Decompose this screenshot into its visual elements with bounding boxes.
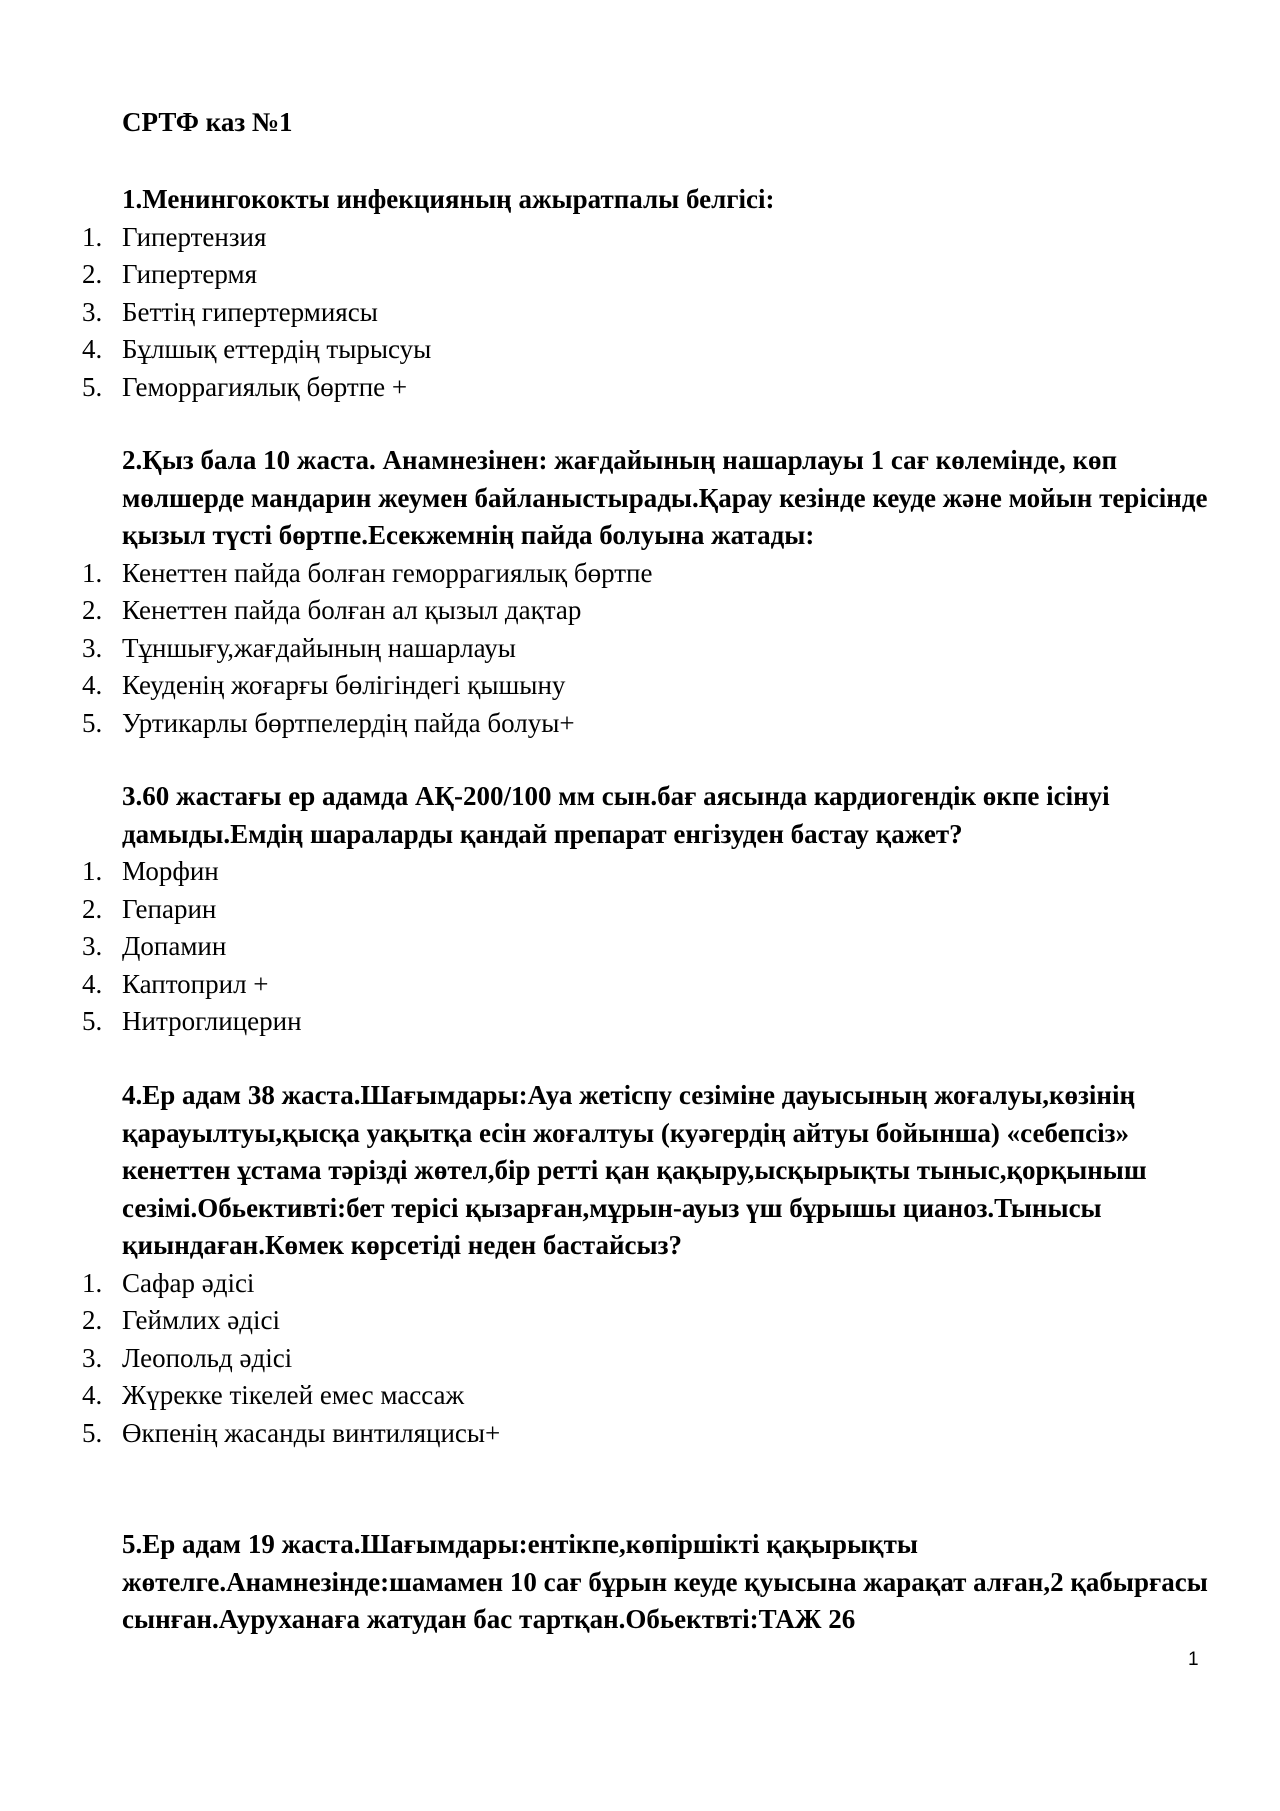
answer-option	[0, 219, 1280, 257]
answer-option	[0, 853, 1280, 891]
option-text: Беттің гипертермиясы	[122, 296, 378, 327]
question-4	[0, 1077, 1280, 1452]
option-number: 5.	[82, 1417, 103, 1448]
answer-list	[0, 555, 1280, 743]
option-text: Бұлшық еттердің тырысуы	[122, 334, 432, 365]
option-number: 4.	[82, 670, 103, 701]
answer-option	[0, 1003, 1280, 1041]
option-text: Уртикарлы бөртпелердің пайда болуы+	[122, 707, 575, 738]
option-text: Өкпенің жасанды винтиляцисы+	[122, 1417, 501, 1448]
option-text: Морфин	[122, 856, 219, 886]
answer-option	[0, 928, 1280, 966]
option-text: Каптоприл +	[122, 968, 269, 999]
answer-option	[0, 369, 1280, 407]
option-number: 3.	[82, 931, 103, 962]
option-number: 5.	[82, 1006, 103, 1037]
option-number: 3.	[82, 1342, 103, 1373]
option-number: 2.	[82, 259, 103, 290]
question-1	[0, 181, 1280, 406]
question-text: 4.Ер адам 38 жаста.Шағымдары:Ауа жетіспу сезіміне дауысының жоғалуы,көзінің қарауылтуы,қысқа уақытқа есін жоғалтуы (куәгердің айтуы бойынша) «себепсіз» кенеттен ұстама тәрізді жөтел,бір ретті қан қақыру,ысқырықты тыныс,қорқыныш сезімі.Обьективті:бет терісі қызарған,мұрын-ауыз үш бұрышы цианоз.Тынысы қиындаған.Көмек көрсетіді неден бастайсыз?	[122, 1080, 1147, 1260]
question-text: 1.Менингококты инфекцияның ажыратпалы белгісі:	[122, 184, 775, 214]
option-text: Кенеттен пайда болған ал қызыл дақтар	[122, 595, 582, 626]
answer-option	[0, 256, 1280, 294]
option-number: 3.	[82, 632, 103, 663]
answer-option	[0, 1377, 1280, 1415]
option-number: 1.	[82, 221, 103, 252]
option-text: Геморрагиялық бөртпе +	[122, 371, 408, 402]
document-title: СРТФ каз №1	[122, 107, 293, 137]
question-3	[0, 778, 1280, 1041]
answer-option	[0, 705, 1280, 743]
option-text: Тұншығу,жағдайының нашарлауы	[122, 632, 516, 663]
option-number: 4.	[82, 334, 103, 365]
question-text: 5.Ер адам 19 жаста.Шағымдары:ентікпе,көпіршікті қақырықты жөтелге.Анамнезінде:шамамен 10 сағ бұрын кеуде қуысына жарақат алған,2 қабырғасы сынған.Ауруханаға жатудан бас тартқан.Обьектвті:ТАЖ 26	[122, 1529, 1208, 1634]
answer-option	[0, 966, 1280, 1004]
option-text: Геймлих әдісі	[122, 1305, 280, 1336]
option-number: 2.	[82, 1305, 103, 1336]
option-number: 4.	[82, 1380, 103, 1411]
question-text: 3.60 жастағы ер адамда АҚ-200/100 мм сын.бағ аясында кардиогендік өкпе ісінуі дамыды.Емдің шараларды қандай препарат енгізуден бастау қажет?	[122, 781, 1110, 849]
option-text: Сафар әдісі	[122, 1267, 255, 1298]
answer-option	[0, 1415, 1280, 1453]
answer-list	[0, 219, 1280, 407]
question-2	[0, 442, 1280, 742]
answer-option	[0, 630, 1280, 668]
option-number: 2.	[82, 595, 103, 626]
answer-option	[0, 331, 1280, 369]
answer-list	[0, 1265, 1280, 1453]
option-number: 1.	[82, 1267, 103, 1298]
option-number: 1.	[82, 557, 103, 588]
option-text: Нитроглицерин	[122, 1006, 302, 1037]
answer-option	[0, 592, 1280, 630]
option-number: 2.	[82, 893, 103, 924]
option-number: 4.	[82, 968, 103, 999]
answer-option	[0, 294, 1280, 332]
option-number: 5.	[82, 371, 103, 402]
answer-option	[0, 891, 1280, 929]
question-text: 2.Қыз бала 10 жаста. Анамнезінен: жағдайының нашарлауы 1 сағ көлемінде, көп мөлшерде мандарин жеумен байланыстырады.Қарау кезінде кеуде және мойын терісінде қызыл түсті бөртпе.Есекжемнің пайда болуына жатады:	[122, 445, 1208, 550]
option-number: 3.	[82, 296, 103, 327]
page-number: 1	[1188, 1649, 1199, 1670]
answer-option	[0, 667, 1280, 705]
option-text: Гипертензия	[122, 221, 267, 252]
option-number: 1.	[82, 856, 103, 886]
answer-list	[0, 853, 1280, 1041]
option-text: Кенеттен пайда болған геморрагиялық бөртпе	[122, 557, 653, 588]
answer-option	[0, 555, 1280, 593]
option-text: Леопольд әдісі	[122, 1342, 293, 1373]
option-text: Жүрекке тікелей емес массаж	[122, 1380, 465, 1411]
option-text: Гепарин	[122, 893, 217, 924]
option-number: 5.	[82, 707, 103, 738]
answer-option	[0, 1302, 1280, 1340]
option-text: Допамин	[122, 931, 227, 962]
option-text: Гипертермя	[122, 259, 257, 290]
question-5	[0, 1526, 1280, 1639]
answer-option	[0, 1265, 1280, 1303]
answer-option	[0, 1340, 1280, 1378]
option-text: Кеуденің жоғарғы бөлігіндегі қышыну	[122, 670, 566, 701]
